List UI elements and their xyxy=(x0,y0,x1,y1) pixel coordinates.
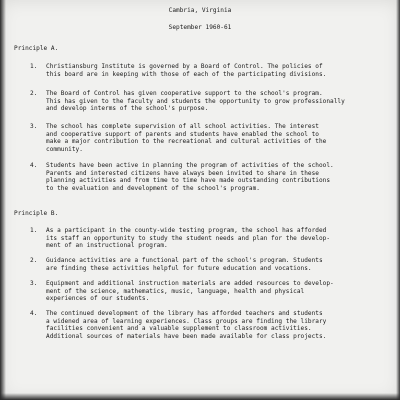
item-text xyxy=(46,280,334,303)
item-line: Equipment and additional instruction materials are added resources to develop- xyxy=(46,280,334,287)
item-line: Guidance activities are a functional part of the school's program. Students xyxy=(46,257,323,264)
item-line: As a participant in the county-wide testing program, the school has afforded xyxy=(46,227,327,234)
item-text xyxy=(46,257,323,272)
item-line: its staff an opportunity to study the student needs and plan for the develop- xyxy=(46,234,331,242)
item-line: This has given to the faculty and students the opportunity to grow professionally xyxy=(46,97,345,105)
item-line: Parents and interested citizens have always been invited to share in these xyxy=(46,169,319,177)
item-line: planning activities and from time to time have made outstanding contributions xyxy=(46,177,331,185)
item-line: The continued development of the library has afforded teachers and students xyxy=(46,310,323,317)
item-line: this board are in keeping with those of each of the participating divisions. xyxy=(46,70,327,78)
principle-b-title: Principle B. xyxy=(14,210,59,217)
item-line: Additional sources of materials have been made available for class projects. xyxy=(46,332,327,340)
item-line: ment of an instructional program. xyxy=(46,242,168,250)
item-text xyxy=(46,63,326,78)
scan-edge-shadow-left xyxy=(0,0,6,400)
item-line: and develop interms of the school's purpose. xyxy=(46,105,209,113)
item-line: are finding these activities helpful for future education and vocations. xyxy=(46,264,312,272)
item-line: Students have been active in planning the program of activities of the school. xyxy=(46,162,334,169)
date-line: September 1960-61 xyxy=(168,24,232,31)
item-line: and cooperative support of parents and students have enabled the school to xyxy=(46,130,319,138)
item-number: 3. xyxy=(30,123,38,130)
item-text xyxy=(46,227,330,250)
item-text xyxy=(46,90,345,113)
item-line: ment of the science, mathematics, music, language, health and physical xyxy=(46,287,305,295)
item-number: 2. xyxy=(30,90,38,97)
item-line: to the evaluation and development of the school's program. xyxy=(46,184,260,192)
item-line: The Board of Control has given cooperative support to the school's program. xyxy=(46,90,323,97)
item-number: 4. xyxy=(30,162,38,169)
item-line: experiences of our students. xyxy=(46,295,150,303)
item-line: make a major contribution to the recreational and cultural activities of the xyxy=(46,138,327,146)
item-number: 1. xyxy=(30,63,38,70)
principle-a-title: Principle A. xyxy=(14,45,59,52)
item-line: The school has complete supervision of all school activities. The interest xyxy=(46,123,319,130)
item-text xyxy=(46,123,326,153)
item-number: 3. xyxy=(30,280,38,287)
item-line: facilities convenient and a valuable supplement to classroom activities. xyxy=(46,325,312,333)
item-text xyxy=(46,310,326,340)
item-number: 4. xyxy=(30,310,38,317)
scan-edge-shadow-bottom xyxy=(0,393,400,400)
item-text xyxy=(46,162,334,192)
item-line: a widened area of learning experiences. Class groups are finding the library xyxy=(46,317,327,325)
item-line: Christiansburg Institute is governed by a Board of Control. The policies of xyxy=(46,63,323,70)
location-line: Cambria, Virginia xyxy=(168,7,232,14)
item-number: 1. xyxy=(30,227,38,234)
scan-edge-shadow-right xyxy=(396,0,400,400)
item-number: 2. xyxy=(30,257,38,264)
item-line: community. xyxy=(46,145,83,153)
